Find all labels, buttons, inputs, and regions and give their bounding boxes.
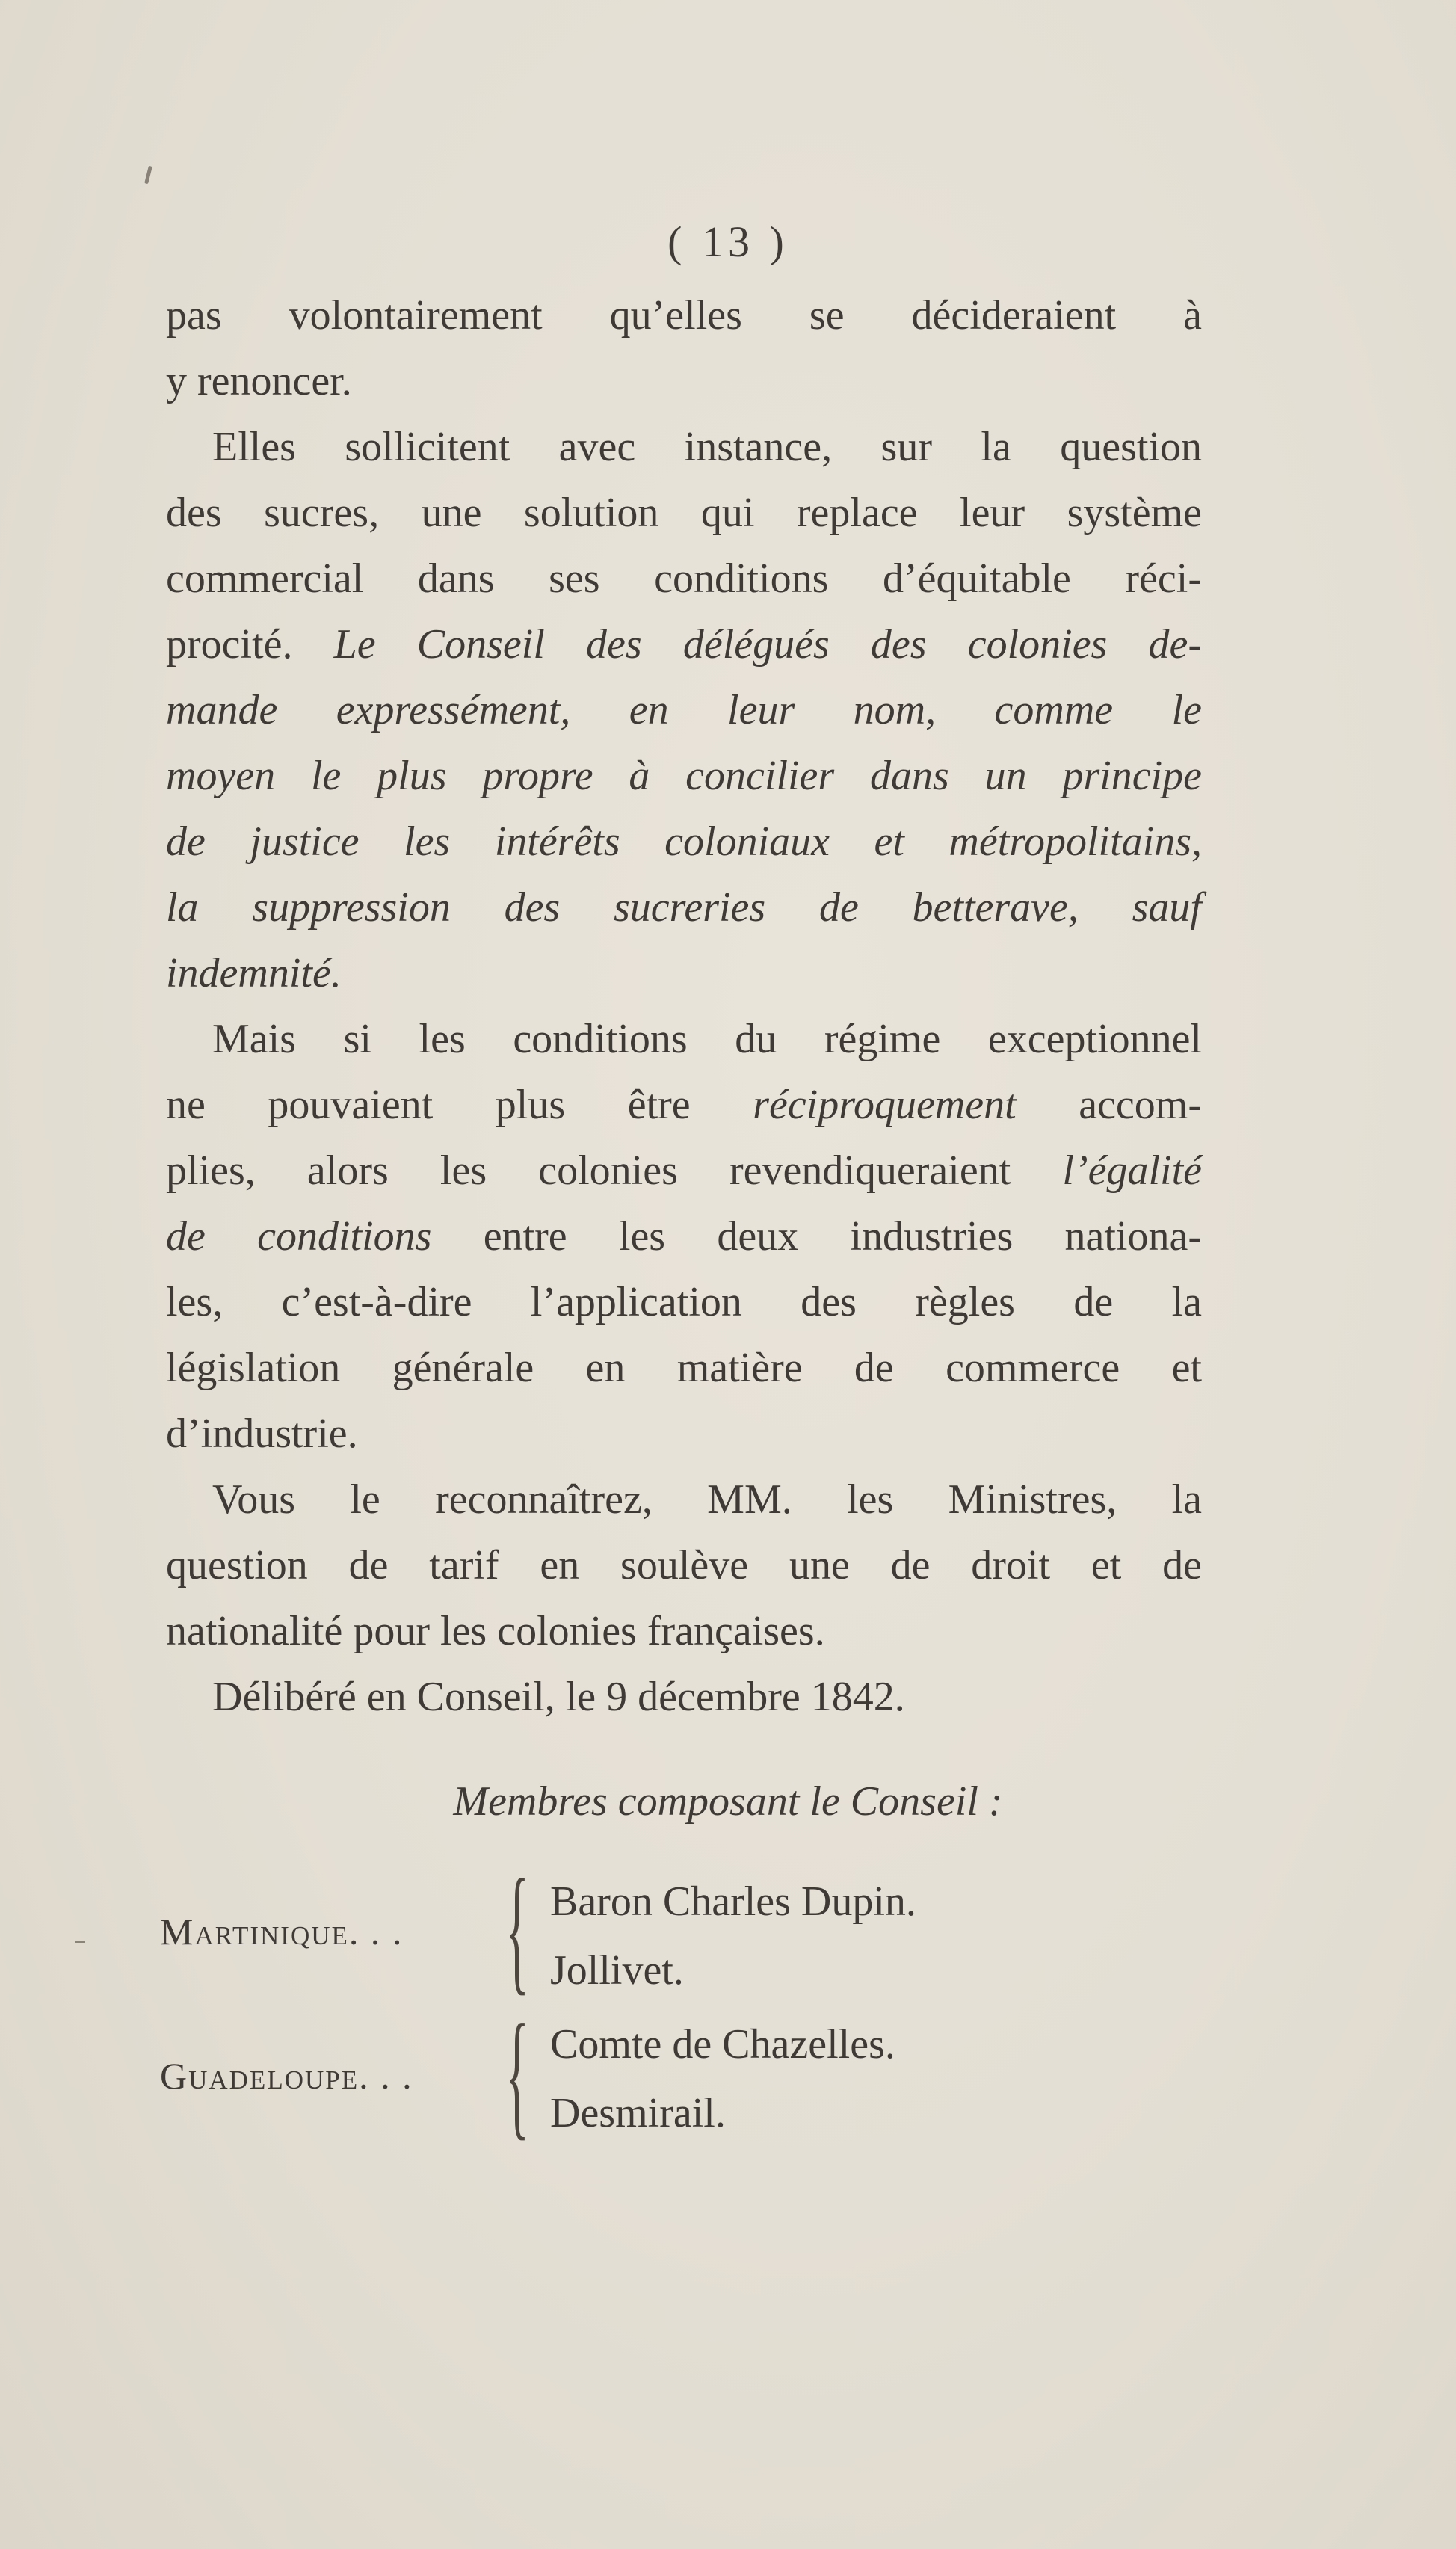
text-line: nationalité pour les colonies françaises. [166, 1608, 825, 1654]
italic-text: de conditions [166, 1213, 432, 1260]
text-line [166, 875, 1202, 940]
italic-text: moyen le plus propre à concilier dans un principe [166, 753, 1202, 799]
text-line: Elles sollicitent avec instance, sur la question [212, 424, 1202, 470]
text-line [166, 677, 1202, 743]
text-line: de conditions entre les deux industries nationa- [166, 1213, 1202, 1260]
member-name: Baron Charles Dupin. [550, 1878, 916, 1925]
member-name: Comte de Chazelles. [550, 2021, 895, 2068]
text-line: Vous le reconnaîtrez, MM. les Ministres, la [212, 1476, 1202, 1523]
text-line: plies, alors les colonies revendiqueraient l’égalité [166, 1147, 1202, 1194]
text-line: pas volontairement qu’elles se décideraient à [166, 292, 1202, 339]
text-line: y renoncer. [166, 358, 352, 404]
ink-mark [144, 166, 152, 184]
brace-martinique: { [505, 1851, 529, 2008]
colony-guadeloupe: Guadeloupe. . . [160, 2055, 413, 2097]
text-line: législation générale en matière de commerce et [166, 1345, 1202, 1391]
italic-text: Le Conseil des délégués des colonies de- [333, 621, 1202, 668]
text-line: d’industrie. [166, 1411, 358, 1457]
text-line [166, 809, 1202, 875]
text-line [166, 940, 1202, 1006]
member-name: Desmirail. [550, 2090, 726, 2136]
brace-guadeloupe: { [505, 1996, 529, 2153]
text-line: question de tarif en soulève une de droit et de [166, 1542, 1202, 1588]
italic-text: de justice les intérêts coloniaux et métropolitains, [166, 819, 1202, 865]
member-name: Jollivet. [550, 1947, 684, 1994]
italic-text: la suppression des sucreries de betterave, sauf [166, 884, 1202, 931]
text-line: des sucres, une solution qui replace leur système [166, 490, 1202, 536]
text-line [166, 743, 1202, 809]
text-line: les, c’est-à-dire l’application des règles de la [166, 1279, 1202, 1325]
page-number: ( 13 ) [667, 218, 789, 266]
text-line: Mais si les conditions du régime exceptionnel [212, 1016, 1202, 1062]
text-line: procité. Le Conseil des délégués des colonies de- [166, 621, 1202, 668]
text-line: Délibéré en Conseil, le 9 décembre 1842. [212, 1674, 905, 1720]
text-line: ne pouvaient plus être réciproquement accom- [166, 1082, 1202, 1128]
body-text [166, 283, 1202, 1730]
members-title: Membres composant le Conseil : [453, 1778, 1003, 1825]
colony-martinique: Martinique. . . [160, 1911, 404, 1952]
italic-text: l’égalité [1062, 1147, 1202, 1194]
italic-text: mande expressément, en leur nom, comme le [166, 687, 1202, 733]
italic-text: réciproquement [753, 1082, 1017, 1128]
margin-dash [75, 1941, 85, 1943]
italic-text: indemnité. [166, 950, 342, 996]
text-line: commercial dans ses conditions d’équitable réci- [166, 555, 1202, 602]
